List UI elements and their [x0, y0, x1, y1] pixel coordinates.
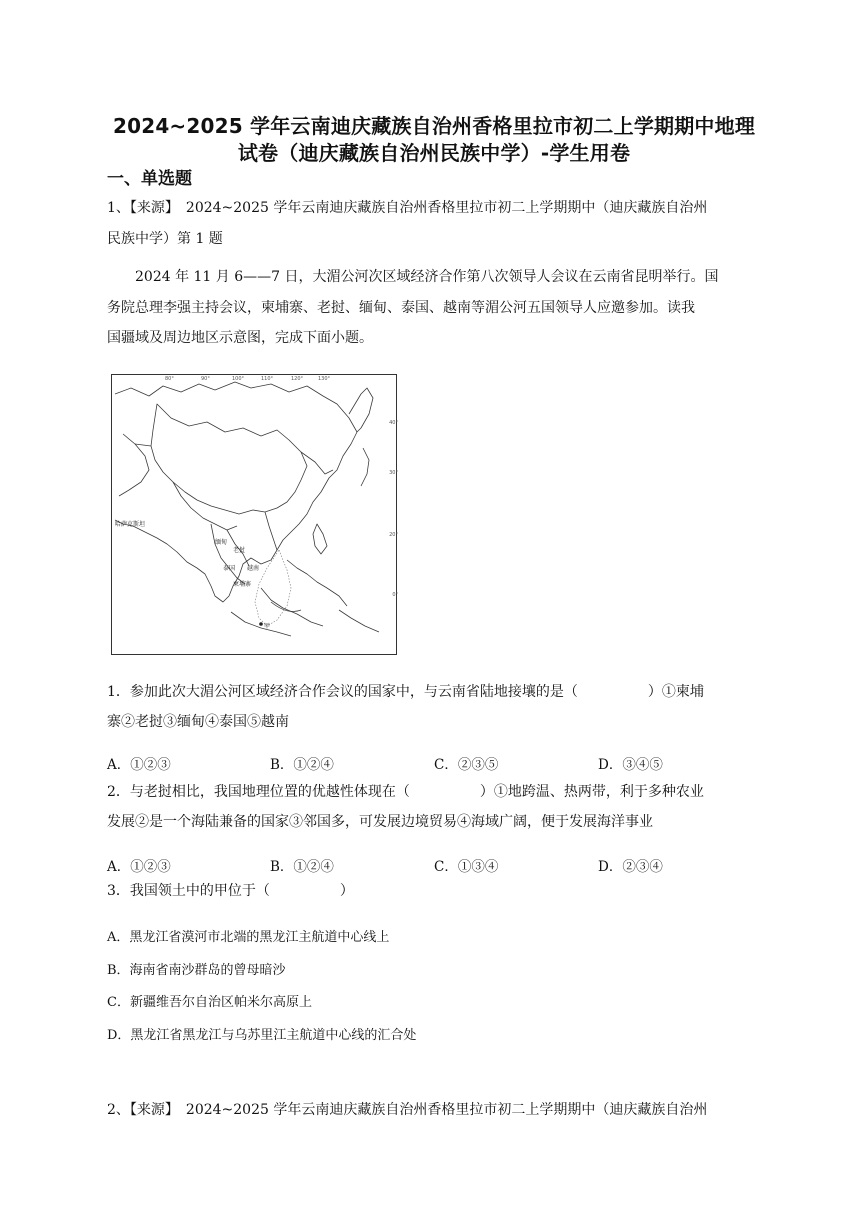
- map-top-label-6: 130°: [318, 376, 331, 382]
- intro-line-1: 2024 年 11 月 6——7 日，大湄公河次区域经济合作第八次领导人会议在云南省昆明举行。国: [135, 269, 719, 285]
- exam-title-line-1: 2024~2025 学年云南迪庆藏族自治州香格里拉市初二上学期期中地理: [112, 114, 756, 138]
- map-label-myanmar: 缅甸: [215, 539, 228, 546]
- source-line-2: 民族中学）第 1 题: [107, 231, 223, 247]
- map-top-label-3: 100°: [232, 376, 245, 382]
- map-top-label-2: 90°: [201, 376, 210, 382]
- question-3-option-c[interactable]: C．新疆维吾尔自治区帕米尔高原上: [107, 995, 312, 1010]
- exam-title-line-2: 试卷（迪庆藏族自治州民族中学）-学生用卷: [237, 141, 631, 165]
- question-1-line-1: 1．参加此次大湄公河区域经济合作会议的国家中，与云南省陆地接壤的是（ ）①柬埔: [107, 684, 704, 700]
- map-right-label-4: 0°: [392, 592, 398, 598]
- section-heading: 一、单选题: [107, 169, 192, 189]
- question-2-option-c[interactable]: C．①③④: [434, 859, 499, 875]
- map-label-thailand: 泰国: [223, 565, 236, 572]
- map-top-label-4: 110°: [261, 376, 274, 382]
- map-label-vietnam: 越南: [247, 565, 260, 572]
- question-1-option-d[interactable]: D．③④⑤: [598, 757, 663, 773]
- location-jia-marker: [259, 622, 263, 626]
- source-line-1: 1、【来源】 2024~2025 学年云南迪庆藏族自治州香格里拉市初二上学期期中（迪庆藏族自治州: [107, 200, 708, 216]
- map-label-jia: 甲: [264, 623, 271, 630]
- question-1-option-c[interactable]: C．②③⑤: [434, 757, 499, 773]
- map-top-label-1: 80°: [165, 376, 174, 382]
- intro-line-2: 务院总理李强主持会议，柬埔寨、老挝、缅甸、泰国、越南等湄公河五国领导人应邀参加。读我: [107, 300, 695, 316]
- question-2-option-d[interactable]: D．②③④: [598, 859, 663, 875]
- map-label-cambodia: 柬埔寨: [233, 581, 252, 588]
- source-2-line-1: 2、【来源】 2024~2025 学年云南迪庆藏族自治州香格里拉市初二上学期期中（迪庆藏族自治州: [107, 1102, 708, 1118]
- question-2-option-a[interactable]: A．①②③: [107, 859, 171, 875]
- question-3-option-d[interactable]: D．黑龙江省黑龙江与乌苏里江主航道中心线的汇合处: [107, 1028, 417, 1043]
- question-2-option-b[interactable]: B．①②④: [270, 859, 334, 875]
- question-3-option-b[interactable]: B．海南省南沙群岛的曾母暗沙: [107, 963, 286, 978]
- map-label-kazakhstan: 哈萨克斯坦: [115, 521, 146, 528]
- question-1-option-b[interactable]: B．①②④: [270, 757, 334, 773]
- question-2-line-2: 发展②是一个海陆兼备的国家③邻国多，可发展边境贸易④海域广阔，便于发展海洋事业: [107, 814, 653, 830]
- question-3-option-a[interactable]: A．黑龙江省漠河市北端的黑龙江主航道中心线上: [107, 930, 390, 945]
- question-3-line-1: 3．我国领土中的甲位于（ ）: [107, 883, 354, 899]
- question-1-line-2: 寨②老挝③缅甸④泰国⑤越南: [107, 714, 289, 730]
- intro-line-3: 国疆域及周边地区示意图，完成下面小题。: [107, 330, 373, 346]
- map-right-label-1: 40°: [389, 420, 398, 426]
- map-right-label-2: 30°: [389, 470, 398, 476]
- map-top-label-5: 120°: [291, 376, 304, 382]
- map-right-label-3: 20°: [389, 532, 398, 538]
- question-2-line-1: 2．与老挝相比，我国地理位置的优越性体现在（ ）①地跨温、热两带，利于多种农业: [107, 784, 704, 800]
- map-label-laos: 老挝: [233, 547, 246, 554]
- question-1-option-a[interactable]: A．①②③: [107, 757, 171, 773]
- china-territory-map: [111, 374, 397, 655]
